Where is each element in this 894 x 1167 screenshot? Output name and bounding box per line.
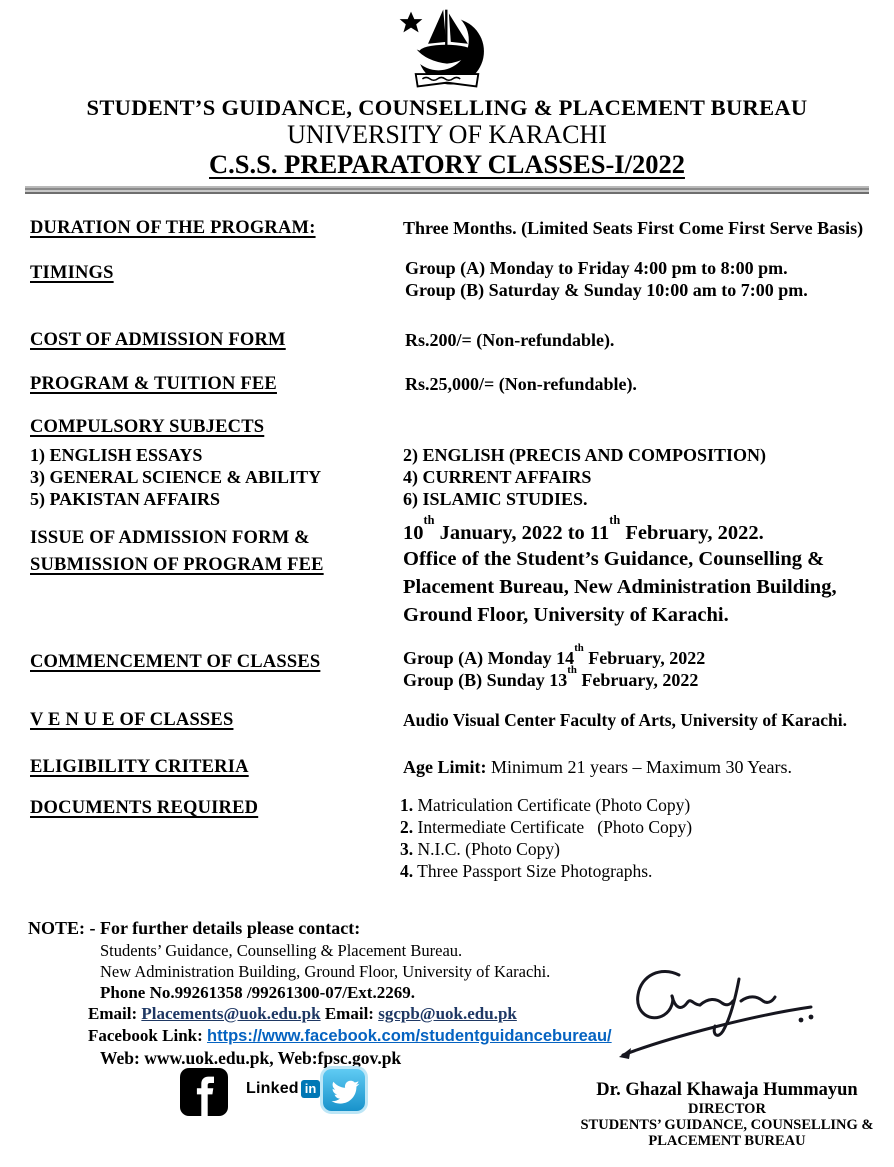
university-of-karachi-emblem-icon	[387, 4, 507, 94]
issue-address-line2: Placement Bureau, New Administration Building,	[403, 576, 837, 598]
item-text: N.I.C. (Photo Copy)	[413, 839, 560, 859]
issue-address-line1: Office of the Student’s Guidance, Counselling &	[403, 548, 825, 570]
linkedin-in-badge: in	[301, 1080, 321, 1098]
age-limit-label: Age Limit:	[403, 757, 487, 777]
email-label: Email:	[88, 1004, 142, 1023]
commencement-label: COMMENCEMENT OF CLASSES	[30, 652, 321, 672]
commencement-text: Group (B) Sunday 13	[403, 670, 568, 690]
ordinal-suffix: th	[423, 513, 435, 528]
subject-5: 5) PAKISTAN AFFAIRS	[30, 489, 221, 509]
duration-label: DURATION OF THE PROGRAM:	[30, 218, 316, 238]
email-link-sgcpb[interactable]: sgcpb@uok.edu.pk	[378, 1004, 517, 1023]
issue-date-part: February, 2022.	[620, 521, 764, 544]
timings-group-b: Group (B) Saturday & Sunday 10:00 am to 7:00 pm.	[405, 280, 808, 300]
director-org-line2: PLACEMENT BUREAU	[648, 1133, 806, 1149]
issue-label-line2: SUBMISSION OF PROGRAM FEE	[30, 555, 324, 575]
university-title: UNIVERSITY OF KARACHI	[287, 120, 607, 149]
director-org-line1: STUDENTS’ GUIDANCE, COUNSELLING &	[580, 1117, 874, 1133]
timings-group-a: Group (A) Monday to Friday 4:00 pm to 8:00 pm.	[405, 258, 788, 278]
document-item-2	[400, 817, 692, 838]
venue-value: Audio Visual Center Faculty of Arts, University of Karachi.	[403, 710, 847, 730]
bureau-title: STUDENT’S GUIDANCE, COUNSELLING & PLACEMENT BUREAU	[86, 95, 808, 120]
tuition-fee-value: Rs.25,000/= (Non-refundable).	[405, 374, 637, 394]
eligibility-label: ELIGIBILITY CRITERIA	[30, 757, 249, 777]
facebook-icon[interactable]	[180, 1068, 228, 1116]
header-divider	[25, 186, 869, 194]
item-text: Matriculation Certificate (Photo Copy)	[413, 795, 691, 815]
email-link-placements[interactable]: Placements@uok.edu.pk	[141, 1004, 321, 1023]
document-item-3	[400, 839, 560, 860]
commencement-text: February, 2022	[576, 670, 699, 690]
item-number: 4.	[400, 861, 414, 881]
subject-6: 6) ISLAMIC STUDIES.	[403, 489, 588, 509]
note-facebook	[88, 1026, 612, 1046]
commencement-group-a	[403, 642, 706, 669]
document-item-1	[400, 795, 690, 816]
document-item-4	[400, 861, 652, 882]
commencement-text: February, 2022	[583, 648, 706, 668]
eligibility-value	[403, 757, 792, 778]
note-bureau-line: Students’ Guidance, Counselling & Placement Bureau.	[100, 941, 463, 960]
subject-1: 1) ENGLISH ESSAYS	[30, 445, 203, 465]
program-title: C.S.S. PREPARATORY CLASSES-I/2022	[209, 149, 685, 179]
item-text: Three Passport Size Photographs.	[413, 861, 653, 881]
facebook-label: Facebook Link:	[88, 1026, 208, 1045]
timings-label: TIMINGS	[30, 263, 114, 283]
admission-cost-label: COST OF ADMISSION FORM	[30, 330, 286, 350]
commencement-group-b	[403, 664, 699, 691]
admission-cost-value: Rs.200/= (Non-refundable).	[405, 330, 615, 350]
signature-icon	[615, 965, 830, 1065]
ordinal-suffix: th	[567, 664, 577, 677]
note-web: Web: www.uok.edu.pk, Web:fpsc.gov.pk	[100, 1048, 402, 1068]
item-number: 1.	[400, 795, 414, 815]
note-emails	[88, 1004, 517, 1024]
duration-value: Three Months. (Limited Seats First Come First Serve Basis)	[403, 218, 864, 238]
twitter-icon[interactable]	[320, 1066, 368, 1114]
director-name: Dr. Ghazal Khawaja Hummayun	[596, 1080, 858, 1100]
linkedin-wordmark: Linked	[246, 1080, 299, 1097]
subject-2: 2) ENGLISH (PRECIS AND COMPOSITION)	[403, 445, 767, 465]
subject-3: 3) GENERAL SCIENCE & ABILITY	[30, 467, 322, 487]
issue-label-line1: ISSUE OF ADMISSION FORM &	[30, 528, 310, 548]
note-phone: Phone No.99261358 /99261300-07/Ext.2269.	[100, 983, 415, 1002]
age-limit-value: Minimum 21 years – Maximum 30 Years.	[486, 757, 792, 777]
issue-date-part: 10	[403, 521, 424, 544]
note-heading: NOTE: - For further details please contact:	[28, 918, 361, 938]
facebook-link[interactable]: https://www.facebook.com/studentguidancebureau/	[207, 1027, 612, 1045]
note-address-line: New Administration Building, Ground Floor, University of Karachi.	[100, 962, 551, 981]
subject-4: 4) CURRENT AFFAIRS	[403, 467, 592, 487]
issue-dates	[403, 513, 764, 545]
linkedin-icon[interactable]	[246, 1080, 320, 1098]
issue-date-part: January, 2022 to 11	[434, 521, 610, 544]
item-text: Intermediate Certificate (Photo Copy)	[413, 817, 693, 837]
documents-label: DOCUMENTS REQUIRED	[30, 798, 259, 818]
email-label: Email:	[320, 1004, 379, 1023]
tuition-fee-label: PROGRAM & TUITION FEE	[30, 374, 277, 394]
commencement-text: Group (A) Monday 14	[403, 648, 575, 668]
ordinal-suffix: th	[574, 642, 584, 655]
issue-address-line3: Ground Floor, University of Karachi.	[403, 604, 729, 626]
subjects-label: COMPULSORY SUBJECTS	[30, 417, 265, 437]
university-logo	[387, 4, 507, 94]
item-number: 2.	[400, 817, 414, 837]
item-number: 3.	[400, 839, 414, 859]
director-signature	[615, 965, 830, 1065]
ordinal-suffix: th	[609, 513, 621, 528]
director-title: DIRECTOR	[688, 1101, 766, 1117]
venue-label: V E N U E OF CLASSES	[30, 710, 234, 730]
